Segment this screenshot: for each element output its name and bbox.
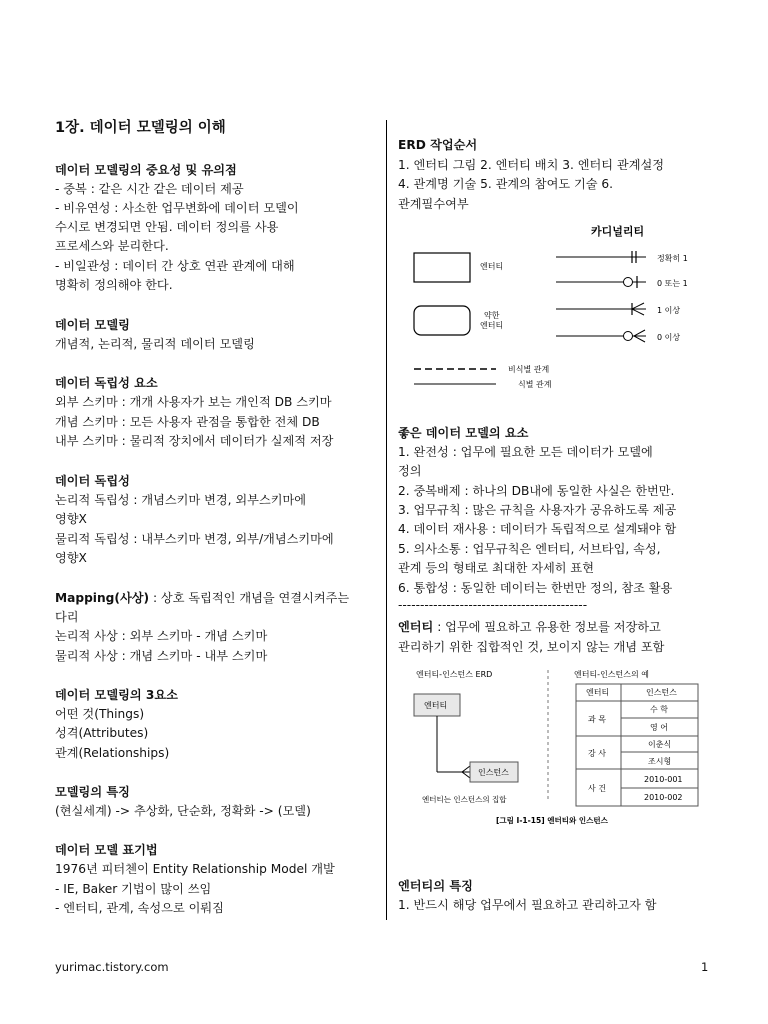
section-heading: 데이터 모델링의 3요소 (55, 688, 178, 702)
cardinality-label: 1 이상 (657, 306, 681, 315)
text-line: 3. 업무규칙 : 많은 규칙을 사용자가 공유하도록 제공 (398, 503, 677, 517)
text-line: 관계(Relationships) (55, 746, 170, 760)
circle-mark (624, 332, 633, 341)
section-heading: 데이터 모델링의 중요성 및 유의점 (55, 163, 237, 177)
table-entity: 강 사 (588, 749, 606, 758)
text-line: 외부 스키마 : 개개 사용자가 보는 개인적 DB 스키마 (55, 395, 332, 409)
crowfoot-mark (632, 309, 644, 315)
cardinality-label: 0 이상 (657, 333, 681, 342)
text-line: 영향X (55, 512, 87, 526)
text-line: 1976년 피터첸이 Entity Relationship Model 개발 (55, 862, 335, 876)
cardinality-title: 카디널리티 (591, 225, 645, 238)
table-instance: 2010-002 (644, 793, 683, 802)
section-heading: 좋은 데이터 모델의 요소 (398, 426, 529, 440)
text-line: - 비일관성 : 데이터 간 상호 연관 관계에 대해 (55, 259, 295, 273)
text-line: 다리 (55, 610, 79, 624)
text-line: 명확히 정의해야 한다. (55, 278, 173, 292)
figure-subtitle: 엔터티-인스턴스의 예 (574, 670, 649, 679)
chapter-title: 1장. 데이터 모델링의 이해 (55, 120, 226, 136)
text-span: : 상호 독립적인 개념을 연결시켜주는 (149, 591, 350, 605)
section-heading: 데이터 모델 표기법 (55, 843, 158, 857)
table-instance: 영 어 (650, 723, 668, 732)
weak-entity-label: 엔터티 (480, 321, 504, 330)
section-heading: 엔터티의 특징 (398, 879, 473, 893)
text-line: 2. 중복배제 : 하나의 DB내에 동일한 사실은 한번만. (398, 484, 675, 498)
text-line: 물리적 사상 : 개념 스키마 - 내부 스키마 (55, 649, 268, 663)
crowfoot-mark (634, 336, 645, 342)
text-line: (현실세계) -> 추상화, 단순화, 정확화 -> (모델) (55, 804, 311, 818)
table-entity: 사 건 (588, 784, 606, 793)
weak-entity-box (414, 306, 470, 335)
text-line: 물리적 독립성 : 내부스키마 변경, 외부/개념스키마에 (55, 532, 334, 546)
text-line: 내부 스키마 : 물리적 장치에서 데이터가 실제적 저장 (55, 434, 334, 448)
footer-site: yurimac.tistory.com (55, 960, 169, 974)
cardinality-diagram (398, 218, 718, 398)
crowfoot-mark (634, 330, 645, 336)
text-line: 4. 데이터 재사용 : 데이터가 독립적으로 설계돼야 함 (398, 522, 677, 536)
text-line: 4. 관계명 기술 5. 관계의 참여도 기술 6. (398, 177, 614, 191)
text-line: 정의 (398, 464, 422, 478)
table-instance: 이춘식 (648, 740, 672, 749)
text-line: 1. 엔터티 그림 2. 엔터티 배치 3. 엔터티 관계설정 (398, 158, 665, 172)
section-heading: 모델링의 특징 (55, 785, 130, 799)
text-span: : 업무에 필요하고 유용한 정보를 저장하고 (433, 620, 661, 634)
text-line: - 엔터티, 관계, 속성으로 이뤄짐 (55, 901, 224, 915)
table-header: 인스턴스 (646, 688, 677, 697)
figure-subtitle: 엔터티-인스턴스 ERD (416, 670, 493, 679)
entity-box (414, 253, 470, 282)
text-line: 프로세스와 분리한다. (55, 239, 169, 253)
text-line: 수시로 변경되면 안됨. 데이터 정의를 사용 (55, 220, 279, 234)
entity-heading-line (398, 618, 661, 636)
circle-mark (624, 278, 633, 287)
relationship-label: 식별 관계 (518, 380, 552, 389)
text-line: 1. 완전성 : 업무에 필요한 모든 데이터가 모델에 (398, 445, 653, 459)
entity-instance-figure (398, 664, 718, 828)
figure-note: 엔터티는 인스턴스의 집합 (422, 795, 507, 804)
figure-caption: [그림 Ⅰ-1-15] 엔터티와 인스턴스 (496, 816, 608, 825)
relationship-label: 비식별 관계 (508, 365, 550, 374)
cardinality-label: 0 또는 1 (657, 279, 688, 288)
text-line: 관리하기 위한 집합적인 것, 보이지 않는 개념 포함 (398, 640, 665, 654)
table-instance: 조시형 (648, 757, 672, 766)
text-line: - IE, Baker 기법이 많이 쓰임 (55, 882, 212, 896)
separator-line: ------------------------------------------- (398, 598, 588, 612)
table-header: 엔터티 (586, 688, 610, 697)
entity-label: 엔터티 (480, 262, 504, 271)
text-line: 영향X (55, 551, 87, 565)
table-instance: 수 학 (650, 705, 668, 714)
page-number: 1 (701, 960, 709, 974)
section-heading: 데이터 독립성 (55, 474, 130, 488)
crowfoot-mark (632, 303, 644, 309)
text-line: 어떤 것(Things) (55, 707, 145, 721)
section-heading: 엔터티 (398, 620, 434, 634)
section-heading: 데이터 모델링 (55, 318, 130, 332)
table-instance: 2010-001 (644, 775, 683, 784)
text-line: - 중복 : 같은 시간 같은 데이터 제공 (55, 182, 244, 196)
text-line: 논리적 사상 : 외부 스키마 - 개념 스키마 (55, 629, 268, 643)
text-line: 성격(Attributes) (55, 726, 149, 740)
mapping-heading-line (55, 589, 349, 607)
text-line: 논리적 독립성 : 개념스키마 변경, 외부스키마에 (55, 493, 307, 507)
section-heading: Mapping(사상) (55, 591, 150, 605)
table-entity: 과 목 (588, 715, 606, 724)
cardinality-label: 정확히 1 (657, 254, 688, 263)
instance-label: 인스턴스 (478, 768, 509, 777)
text-line: 6. 통합성 : 동일한 데이터는 한번만 정의, 참조 활용 (398, 581, 673, 595)
crowfoot-mark (462, 772, 470, 778)
weak-entity-label: 약한 (484, 311, 500, 320)
entity-label: 엔터티 (424, 701, 448, 710)
section-heading: ERD 작업순서 (398, 138, 478, 152)
column-divider (386, 120, 387, 920)
text-line: 1. 반드시 해당 업무에서 필요하고 관리하고자 함 (398, 898, 657, 912)
section-heading: 데이터 독립성 요소 (55, 376, 158, 390)
text-line: 관계 등의 형태로 최대한 자세히 표현 (398, 561, 594, 575)
text-line: 5. 의사소통 : 업무규칙은 엔터티, 서브타입, 속성, (398, 542, 661, 556)
text-line: 개념적, 논리적, 물리적 데이터 모델링 (55, 337, 255, 351)
text-line: 개념 스키마 : 모든 사용자 관점을 통합한 전체 DB (55, 415, 320, 429)
crowfoot-mark (462, 766, 470, 772)
text-line: - 비유연성 : 사소한 업무변화에 데이터 모델이 (55, 201, 299, 215)
text-line: 관계필수여부 (398, 197, 469, 211)
